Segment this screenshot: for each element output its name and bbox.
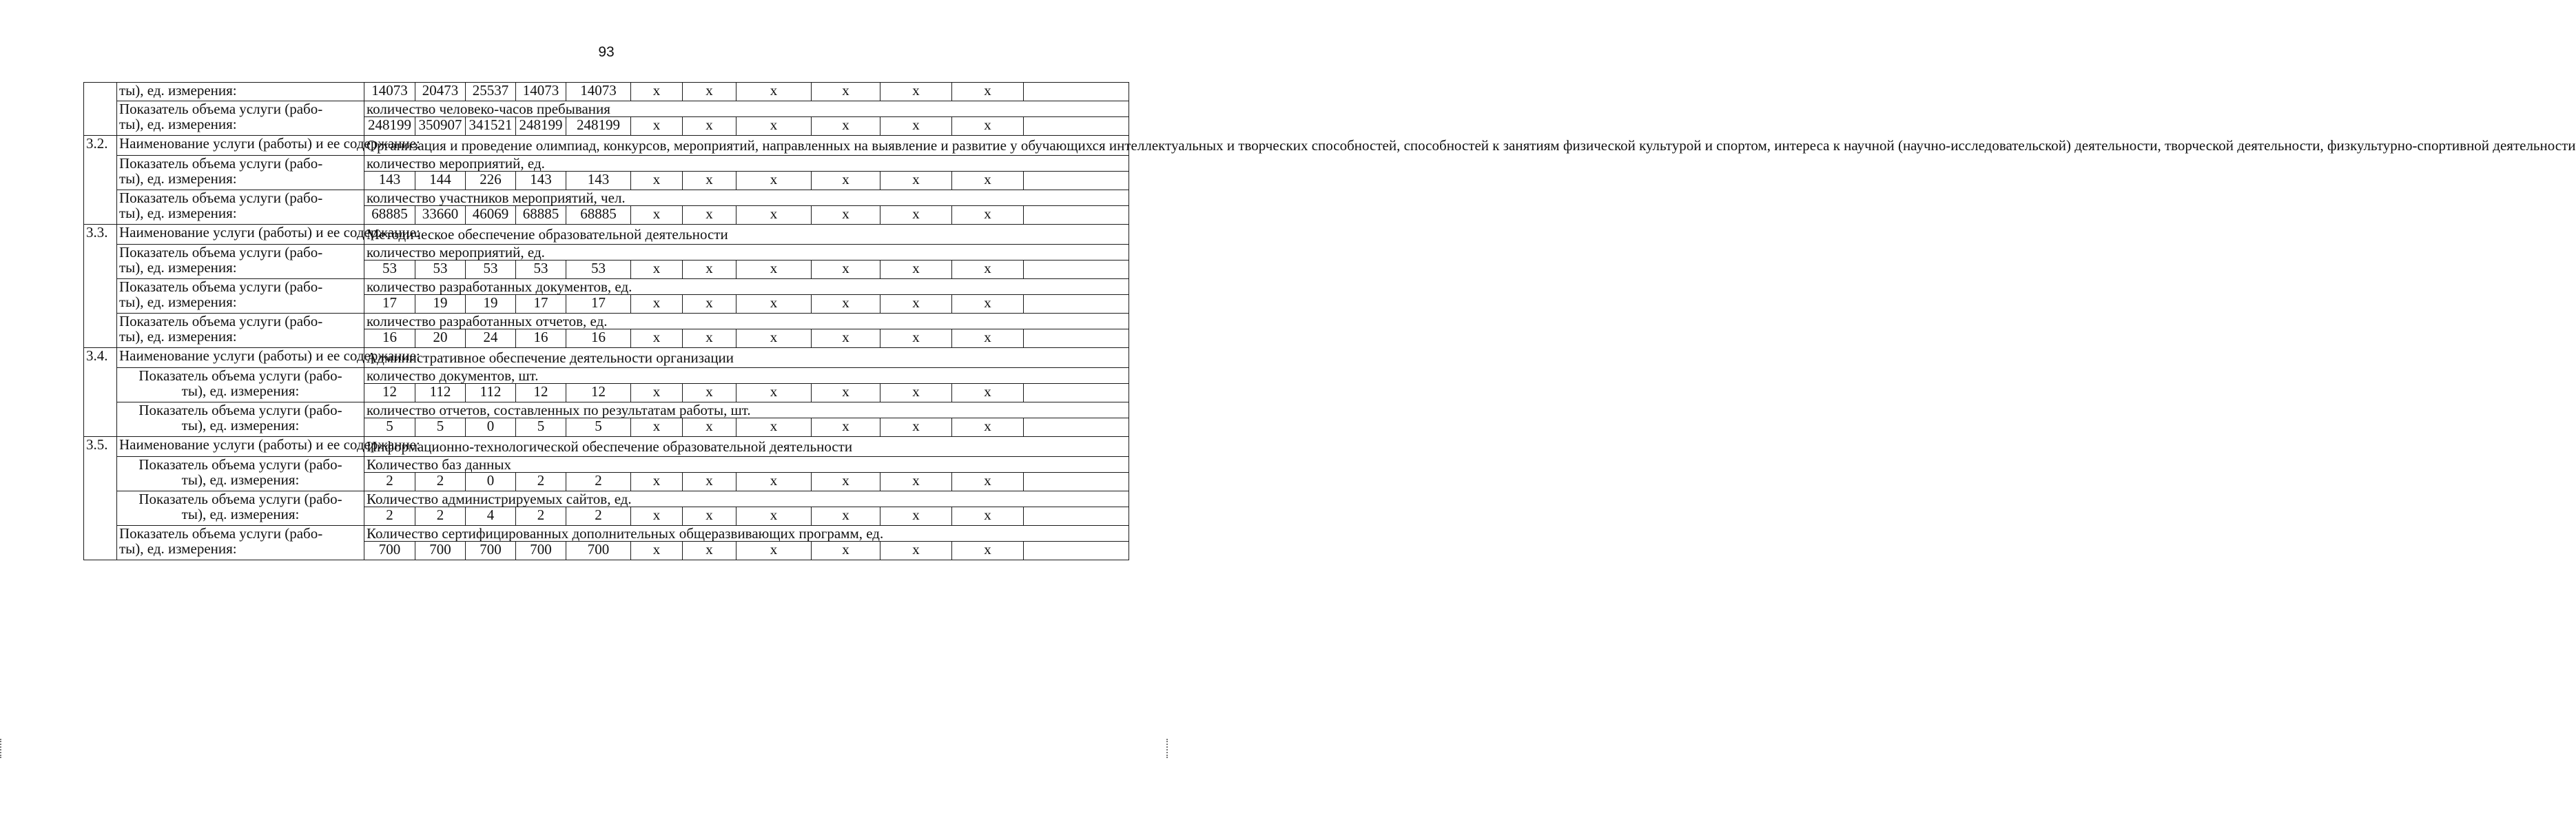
indicator-value: 19 [415, 295, 466, 314]
empty-mark: x [880, 83, 952, 101]
empty-mark: x [683, 329, 736, 348]
empty-cell [1024, 172, 1129, 190]
section-row [84, 348, 1129, 368]
indicator-row [84, 279, 1129, 295]
indicator-label-line: ты), ед. измерения: [119, 328, 237, 345]
indicator-value: 19 [466, 295, 516, 314]
empty-mark: x [880, 418, 952, 437]
indicator-value: 16 [364, 329, 415, 348]
indicator-row [84, 245, 1129, 261]
empty-mark: x [631, 172, 683, 190]
empty-cell [1024, 329, 1129, 348]
indicator-value: 24 [466, 329, 516, 348]
empty-mark: x [631, 295, 683, 314]
empty-mark: x [952, 261, 1024, 279]
empty-mark: x [952, 507, 1024, 526]
service-name-label: Наименование услуги (работы) и ее содержание: [117, 437, 364, 457]
indicator-label [117, 457, 364, 491]
indicator-label-line: Показатель объема услуги (рабо- [119, 313, 323, 329]
indicator-label [117, 368, 364, 402]
empty-mark: x [952, 473, 1024, 491]
indicator-value: 2 [566, 507, 631, 526]
table-row [84, 83, 1129, 101]
right-margin-mark [1166, 739, 1169, 758]
empty-mark: x [736, 384, 812, 402]
indicator-value: 53 [415, 261, 466, 279]
empty-cell [1024, 384, 1129, 402]
empty-mark: x [952, 329, 1024, 348]
empty-mark: x [812, 172, 880, 190]
service-name-label: Наименование услуги (работы) и ее содержание: [117, 225, 364, 245]
indicator-value: 2 [415, 473, 466, 491]
indicator-value: 53 [364, 261, 415, 279]
indicator-value: 53 [516, 261, 566, 279]
empty-cell [1024, 418, 1129, 437]
indicator-label [117, 156, 364, 190]
empty-mark: x [631, 384, 683, 402]
indicator-value: 0 [466, 473, 516, 491]
empty-mark: x [812, 329, 880, 348]
indicator-value: 2 [566, 473, 631, 491]
empty-mark: x [631, 329, 683, 348]
empty-mark: x [683, 172, 736, 190]
indicator-name: Количество администрируемых сайтов, ед. [364, 491, 1129, 507]
indicator-value: 5 [516, 418, 566, 437]
indicator-value: 53 [566, 261, 631, 279]
indicator-name: количество человеко-часов пребывания [364, 101, 1129, 117]
indicator-row [84, 526, 1129, 542]
indicator-label-line: Показатель объема услуги (рабо- [138, 456, 342, 473]
service-description: Административное обеспечение деятельности организации [364, 348, 1129, 368]
empty-mark: x [736, 206, 812, 225]
indicator-value: 2 [364, 473, 415, 491]
empty-mark: x [631, 418, 683, 437]
indicator-label-line: ты), ед. измерения: [119, 116, 237, 132]
empty-cell [1024, 117, 1129, 136]
indicator-row [84, 368, 1129, 384]
empty-mark: x [631, 206, 683, 225]
empty-mark: x [880, 384, 952, 402]
indicator-value: 700 [566, 542, 631, 560]
indicator-value: 46069 [466, 206, 516, 225]
indicator-value: 16 [566, 329, 631, 348]
indicator-name: количество участников мероприятий, чел. [364, 190, 1129, 206]
empty-mark: x [812, 418, 880, 437]
indicator-row [84, 402, 1129, 418]
indicator-label [117, 526, 364, 560]
indicator-value: 20 [415, 329, 466, 348]
indicator-value: 17 [364, 295, 415, 314]
empty-mark: x [880, 172, 952, 190]
indicator-value: 5 [364, 418, 415, 437]
indicator-name: количество документов, шт. [364, 368, 1129, 384]
empty-cell [1024, 83, 1129, 101]
indicator-label [117, 314, 364, 348]
indicator-value: 68885 [364, 206, 415, 225]
indicator-value: 341521 [466, 117, 516, 136]
empty-mark: x [736, 261, 812, 279]
indicator-row [84, 314, 1129, 329]
empty-mark: x [631, 542, 683, 560]
indicator-label [117, 245, 364, 279]
indicator-name: количество разработанных документов, ед. [364, 279, 1129, 295]
section-number: 3.5. [84, 437, 117, 560]
empty-mark: x [880, 117, 952, 136]
empty-mark: x [880, 261, 952, 279]
indicator-name: количество мероприятий, ед. [364, 245, 1129, 261]
indicator-label-line: ты), ед. измерения: [119, 540, 237, 557]
indicator-label [117, 402, 364, 437]
service-description: Методическое обеспечение образовательной деятельности [364, 225, 1129, 245]
indicator-label-line: ты), ед. измерения: [119, 170, 237, 187]
empty-mark: x [812, 117, 880, 136]
empty-mark: x [736, 507, 812, 526]
indicator-label-line: Показатель объема услуги (рабо- [119, 190, 323, 206]
indicator-name: количество мероприятий, ед. [364, 156, 1129, 172]
indicator-name: количество разработанных отчетов, ед. [364, 314, 1129, 329]
indicator-value: 112 [466, 384, 516, 402]
empty-mark: x [880, 542, 952, 560]
empty-cell [1024, 295, 1129, 314]
indicator-label [117, 101, 364, 136]
indicator-label-line: Показатель объема услуги (рабо- [119, 278, 323, 295]
indicator-value: 20473 [415, 83, 466, 101]
empty-mark: x [736, 295, 812, 314]
empty-mark: x [683, 206, 736, 225]
indicator-label-line: Показатель объема услуги (рабо- [119, 101, 323, 117]
indicator-value: 143 [364, 172, 415, 190]
indicator-label-line: Показатель объема услуги (рабо- [119, 155, 323, 172]
indicator-value: 12 [566, 384, 631, 402]
indicator-value: 68885 [516, 206, 566, 225]
row-number-cell [84, 83, 117, 136]
empty-mark: x [880, 206, 952, 225]
section-row [84, 136, 1129, 156]
indicator-name: Количество сертифицированных дополнительных общеразвивающих программ, ед. [364, 526, 1129, 542]
services-table [83, 82, 2576, 560]
left-margin-mark [0, 739, 3, 758]
indicator-label-line: Показатель объема услуги (рабо- [119, 244, 323, 261]
indicator-value: 33660 [415, 206, 466, 225]
empty-mark: x [952, 172, 1024, 190]
empty-mark: x [683, 117, 736, 136]
empty-mark: x [952, 206, 1024, 225]
empty-mark: x [631, 117, 683, 136]
empty-mark: x [812, 295, 880, 314]
indicator-value: 4 [466, 507, 516, 526]
indicator-value: 143 [516, 172, 566, 190]
indicator-value: 226 [466, 172, 516, 190]
empty-mark: x [683, 295, 736, 314]
indicator-label-line: ты), ед. измерения: [181, 506, 300, 522]
table-row [84, 101, 1129, 117]
indicator-label-line: Показатель объема услуги (рабо- [138, 367, 342, 384]
empty-mark: x [952, 418, 1024, 437]
table-body [84, 82, 2576, 560]
empty-mark: x [683, 418, 736, 437]
service-name-label: Наименование услуги (работы) и ее содержание: [117, 136, 364, 156]
indicator-value: 12 [364, 384, 415, 402]
empty-mark: x [631, 261, 683, 279]
empty-mark: x [631, 473, 683, 491]
indicator-value: 14073 [516, 83, 566, 101]
empty-cell [1024, 206, 1129, 225]
indicator-label: ты), ед. измерения: [117, 83, 364, 101]
indicator-value: 2 [516, 473, 566, 491]
indicator-label [117, 279, 364, 314]
indicator-value: 25537 [466, 83, 516, 101]
empty-mark: x [952, 542, 1024, 560]
empty-mark: x [736, 542, 812, 560]
empty-mark: x [952, 384, 1024, 402]
empty-mark: x [736, 418, 812, 437]
indicator-value: 700 [415, 542, 466, 560]
service-name-label: Наименование услуги (работы) и ее содержание: [117, 348, 364, 368]
empty-mark: x [952, 295, 1024, 314]
indicator-value: 144 [415, 172, 466, 190]
indicator-value: 248199 [566, 117, 631, 136]
section-number: 3.2. [84, 136, 117, 225]
indicator-value: 2 [364, 507, 415, 526]
section-number: 3.4. [84, 348, 117, 437]
empty-mark: x [812, 206, 880, 225]
empty-cell [1024, 261, 1129, 279]
indicator-value: 68885 [566, 206, 631, 225]
indicator-value: 17 [566, 295, 631, 314]
indicator-label-line: ты), ед. измерения: [181, 382, 300, 399]
empty-mark: x [683, 473, 736, 491]
indicator-value: 248199 [364, 117, 415, 136]
empty-mark: x [683, 384, 736, 402]
empty-mark: x [812, 473, 880, 491]
empty-mark: x [683, 507, 736, 526]
indicator-label [117, 491, 364, 526]
empty-mark: x [631, 83, 683, 101]
indicator-row [84, 491, 1129, 507]
indicator-label [117, 190, 364, 225]
empty-mark: x [736, 117, 812, 136]
empty-mark: x [736, 172, 812, 190]
indicator-value: 5 [415, 418, 466, 437]
indicator-value: 14073 [364, 83, 415, 101]
empty-cell [1024, 542, 1129, 560]
empty-mark: x [736, 83, 812, 101]
indicator-name: количество отчетов, составленных по результатам работы, шт. [364, 402, 1129, 418]
indicator-row [84, 156, 1129, 172]
indicator-label-line: Показатель объема услуги (рабо- [138, 402, 342, 418]
empty-mark: x [880, 329, 952, 348]
empty-cell [1024, 507, 1129, 526]
indicator-value: 350907 [415, 117, 466, 136]
indicator-value: 17 [516, 295, 566, 314]
indicator-label-line: Показатель объема услуги (рабо- [119, 525, 323, 542]
indicator-value: 0 [466, 418, 516, 437]
indicator-label-line: Показатель объема услуги (рабо- [138, 491, 342, 507]
indicator-value: 2 [415, 507, 466, 526]
empty-mark: x [880, 295, 952, 314]
empty-mark: x [880, 507, 952, 526]
indicator-label-line: ты), ед. измерения: [119, 294, 237, 310]
indicator-value: 16 [516, 329, 566, 348]
empty-mark: x [736, 329, 812, 348]
page-number: 93 [598, 44, 615, 60]
indicator-value: 2 [516, 507, 566, 526]
empty-mark: x [952, 117, 1024, 136]
section-row [84, 437, 1129, 457]
indicator-value: 143 [566, 172, 631, 190]
empty-mark: x [683, 542, 736, 560]
indicator-row [84, 457, 1129, 473]
indicator-value: 14073 [566, 83, 631, 101]
empty-mark: x [812, 83, 880, 101]
indicator-value: 700 [466, 542, 516, 560]
indicator-label-line: ты), ед. измерения: [181, 471, 300, 488]
indicator-value: 112 [415, 384, 466, 402]
service-description: Организация и проведение олимпиад, конкурсов, мероприятий, направленных на выявление и развитие у обучающихся интеллектуальных и творческих способностей, способностей к занятиям физической культурой и спортом, интереса к научной (научно-исследовательской) деятельности, творческой деятельности, физкультурно-спортивной деятельности [364, 136, 1129, 156]
section-row [84, 225, 1129, 245]
indicator-value: 700 [516, 542, 566, 560]
empty-mark: x [952, 83, 1024, 101]
indicator-label-line: ты), ед. измерения: [119, 259, 237, 276]
service-description: Информационно-технологической обеспечение образовательной деятельности [364, 437, 1129, 457]
indicator-label-line: ты), ед. измерения: [119, 205, 237, 221]
empty-cell [1024, 473, 1129, 491]
indicator-value: 248199 [516, 117, 566, 136]
empty-mark: x [631, 507, 683, 526]
indicator-row [84, 190, 1129, 206]
empty-mark: x [812, 542, 880, 560]
empty-mark: x [812, 261, 880, 279]
empty-mark: x [683, 261, 736, 279]
empty-mark: x [880, 473, 952, 491]
indicator-name: Количество баз данных [364, 457, 1129, 473]
empty-mark: x [683, 83, 736, 101]
section-number: 3.3. [84, 225, 117, 348]
indicator-value: 700 [364, 542, 415, 560]
indicator-value: 53 [466, 261, 516, 279]
indicator-value: 5 [566, 418, 631, 437]
empty-mark: x [812, 384, 880, 402]
empty-mark: x [812, 507, 880, 526]
indicator-label-line: ты), ед. измерения: [181, 417, 300, 433]
empty-mark: x [736, 473, 812, 491]
indicator-value: 12 [516, 384, 566, 402]
